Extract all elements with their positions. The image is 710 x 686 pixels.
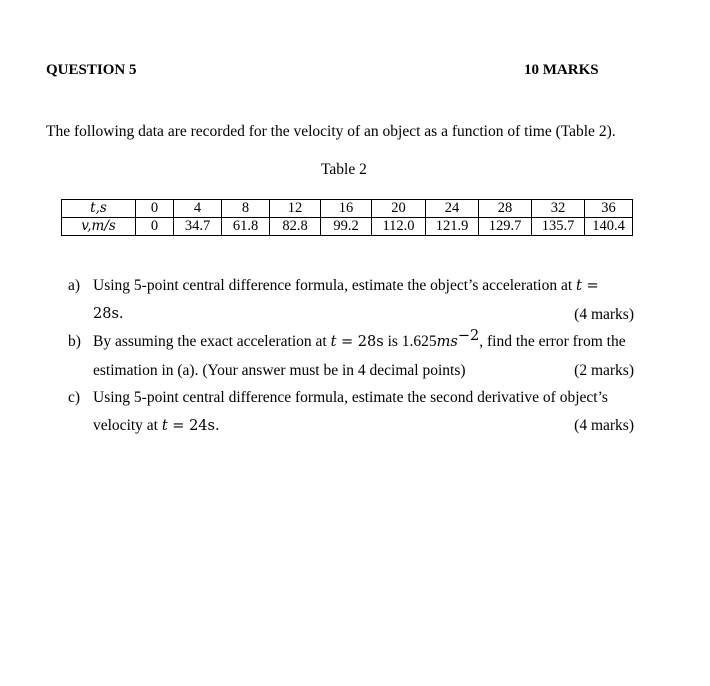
question-a-math-eq: = [581,278,599,294]
question-a-line2: 28s. [93,306,124,322]
question-b-math-eq: = [336,334,358,350]
table-row-time [62,200,633,218]
intro-paragraph: The following data are recorded for the velocity of an object as a function of time (Table 2). [46,123,616,140]
table-cell: 20 [372,200,426,218]
table-cell: 82.8 [270,218,321,236]
question-c-text-pre: velocity at [93,417,158,434]
row-header-velocity: v,m/s [62,218,136,236]
question-b-line2: estimation in (a). (Your answer must be in 4 decimal points) [93,362,466,379]
question-a-label: a) [68,277,81,294]
question-b-math-t: t [330,334,337,350]
table-cell: 24 [426,200,479,218]
table-cell: 99.2 [321,218,372,236]
table-cell: 0 [136,200,174,218]
question-b-math-unit: ms [436,334,458,350]
question-c-line2 [93,417,220,435]
table-cell: 0 [136,218,174,236]
table-cell: 28 [479,200,532,218]
question-b-text-post: , find the error from the [479,333,626,350]
question-title: QUESTION 5 [46,62,137,78]
table-cell: 32 [532,200,585,218]
question-b-marks: (2 marks) [574,362,634,379]
row-header-time: t,s [62,200,136,218]
question-b-text-pre: By assuming the exact acceleration at [93,333,327,350]
question-c-math-eq: = [167,418,190,434]
table-cell: 129.7 [479,218,532,236]
question-b-label: b) [68,333,81,350]
table-cell: 8 [222,200,270,218]
question-a-marks: (4 marks) [574,306,634,323]
table-caption: Table 2 [321,161,367,178]
table-cell: 16 [321,200,372,218]
question-c-label: c) [68,389,81,406]
question-b-math-exp: −2 [457,327,480,344]
table-cell: 140.4 [585,218,633,236]
table-cell: 135.7 [532,218,585,236]
table-row-velocity [62,218,633,236]
question-b-line1 [93,327,626,351]
question-a-line1 [93,277,599,295]
question-a-text: Using 5-point central difference formula, estimate the object’s acceleration at [93,277,573,294]
table-cell: 12 [270,200,321,218]
table-cell: 121.9 [426,218,479,236]
table-cell: 36 [585,200,633,218]
question-b-text-mid: is 1.625 [383,333,437,350]
question-c-math-t: t [161,418,168,434]
question-c-math-val: 24s. [189,418,220,434]
table-cell: 4 [174,200,222,218]
question-marks: 10 MARKS [524,62,599,78]
question-a-math-t: t [576,278,582,294]
table-cell: 112.0 [372,218,426,236]
question-b-math-val: 28s [357,334,384,350]
question-c-line1: Using 5-point central difference formula, estimate the second derivative of object’s [93,389,608,406]
table-cell: 34.7 [174,218,222,236]
table-cell: 61.8 [222,218,270,236]
question-c-marks: (4 marks) [574,417,634,434]
velocity-table [61,199,633,236]
